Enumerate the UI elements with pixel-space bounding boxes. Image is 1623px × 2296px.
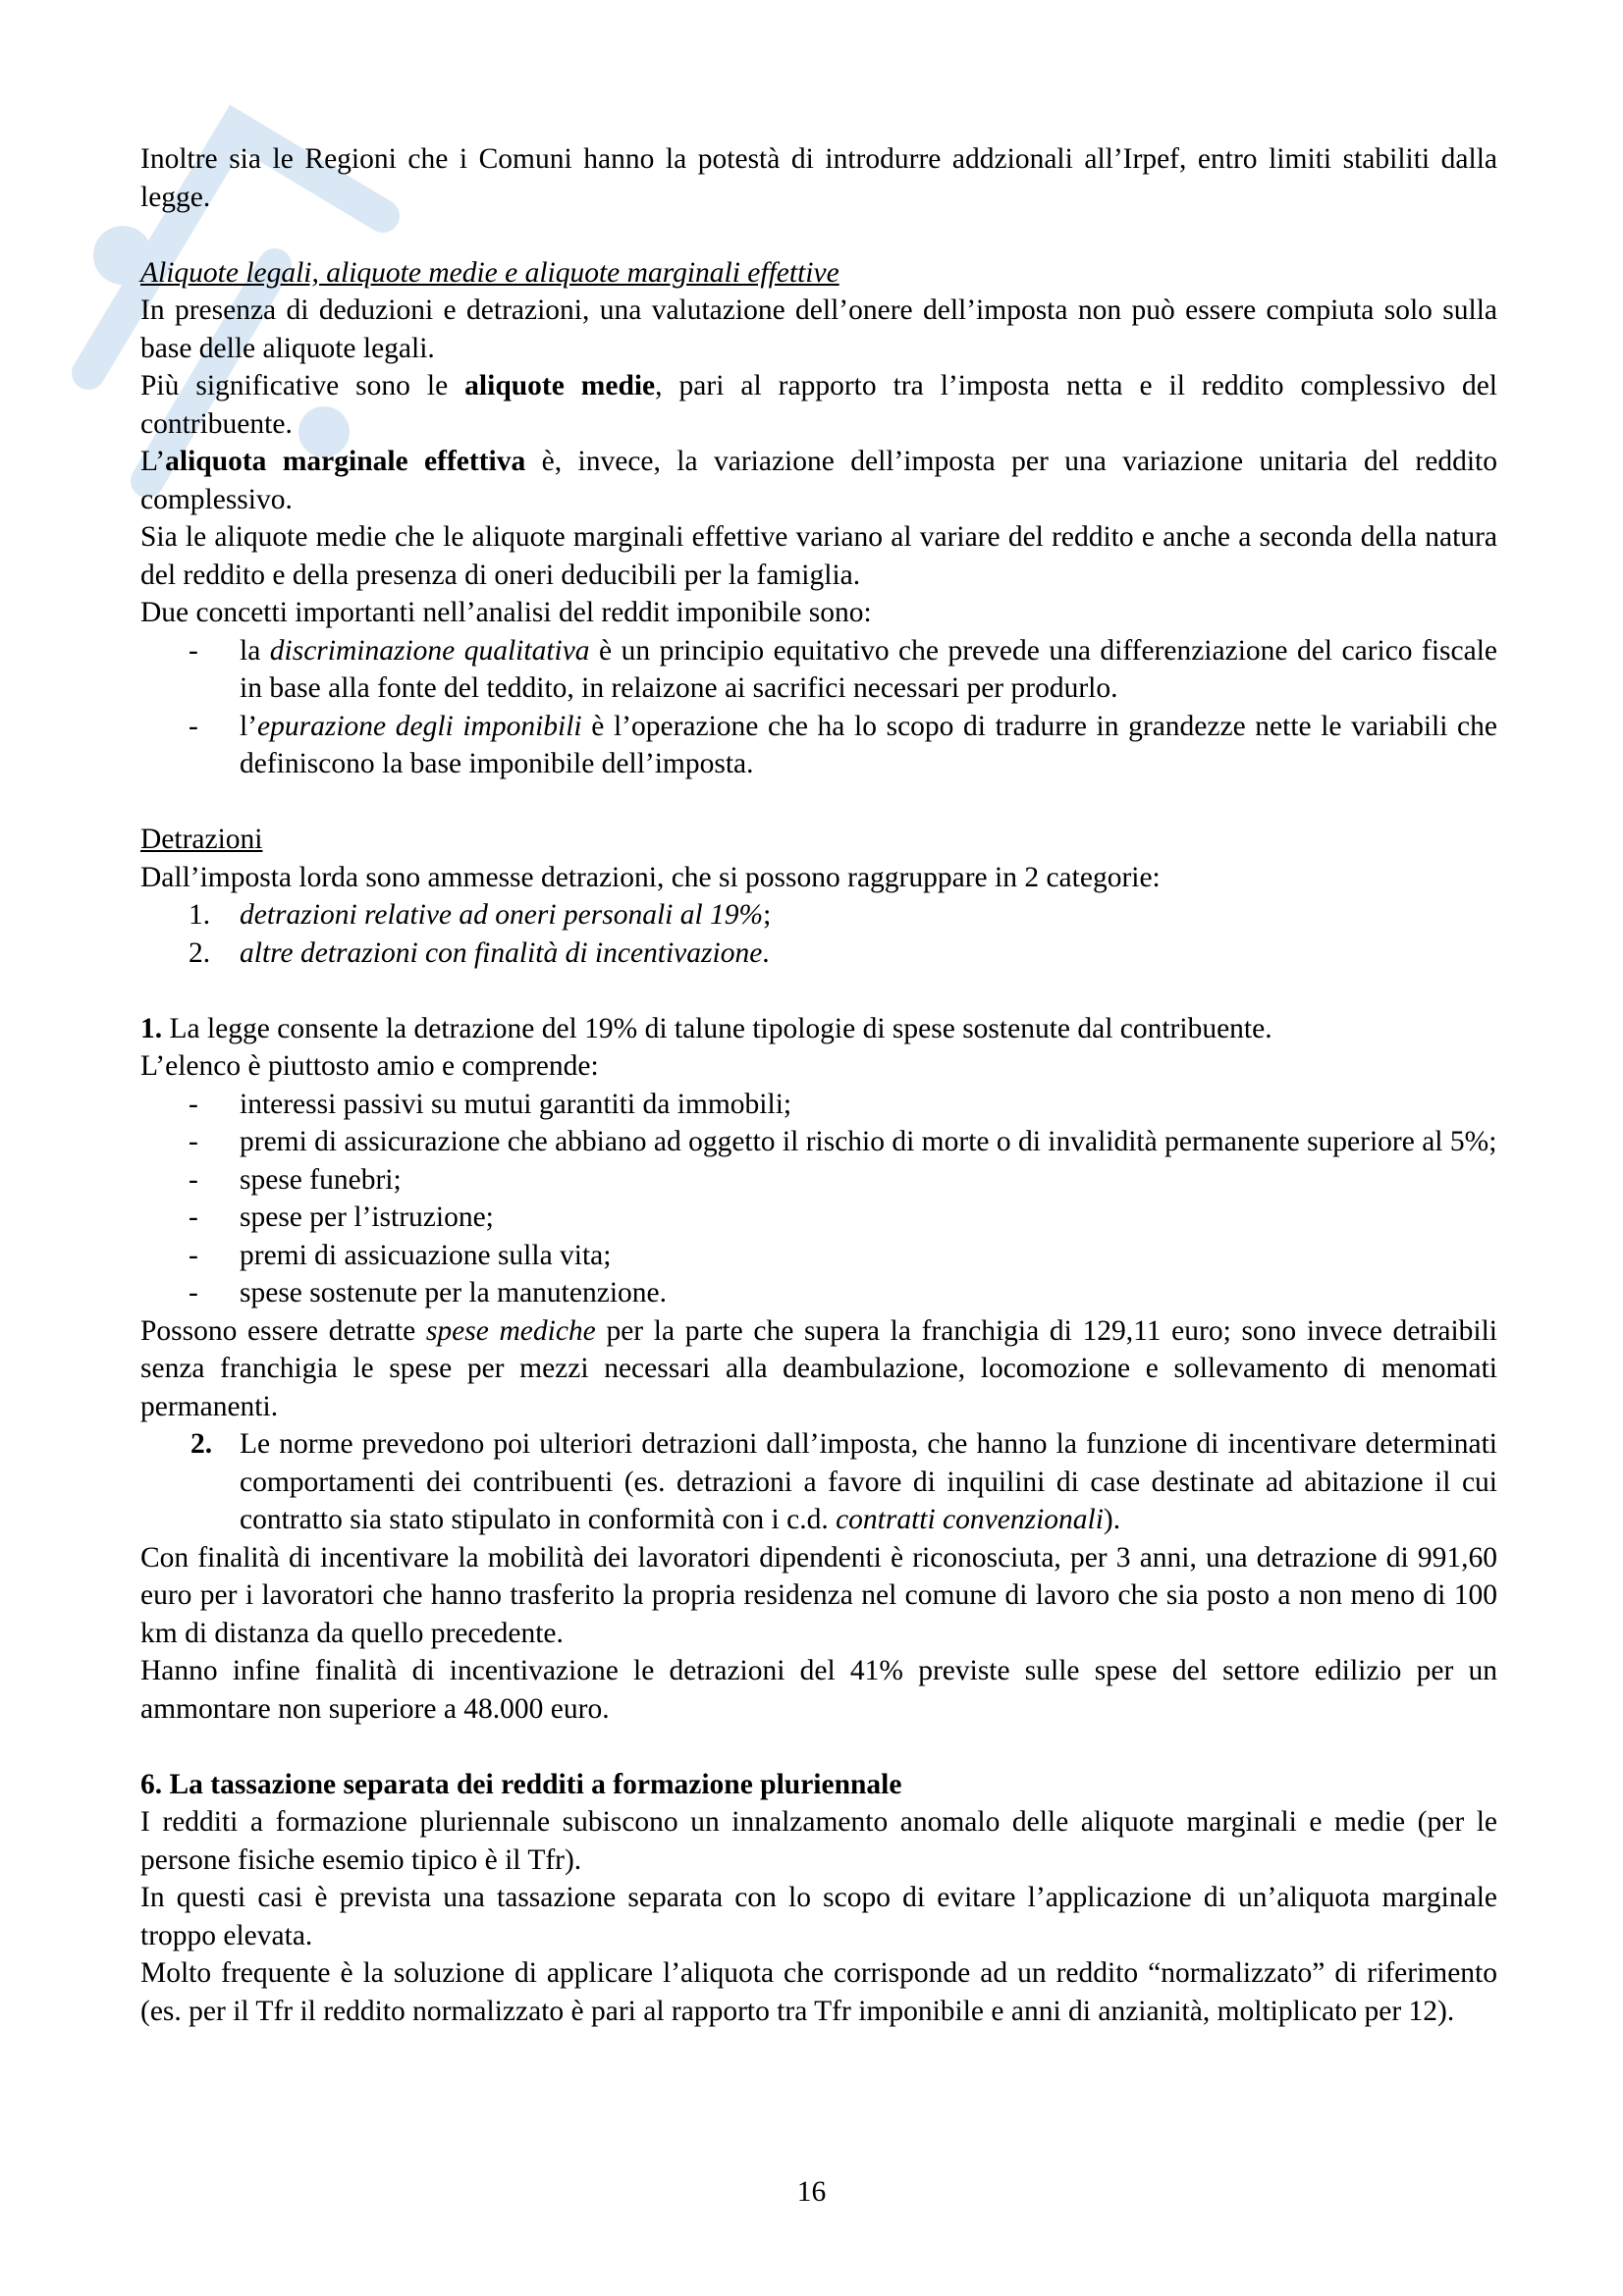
- detrazioni-paragraph-3: L’elenco è piuttosto amio e comprende:: [140, 1050, 599, 1082]
- detrazioni-paragraph-6: Hanno infine finalità di incentivazione le detrazioni del 41% previste sulle spese del settore edilizio per un ammontare non superiore a 48.000 euro.: [140, 1655, 1497, 1725]
- detrazioni-paragraph-1: Dall’imposta lorda sono ammesse detrazioni, che si possono raggruppare in 2 categorie:: [140, 861, 1161, 893]
- expenses-list: [140, 1086, 1497, 1312]
- list-item: 2. altre detrazioni con finalità di incentivazione.: [189, 936, 770, 969]
- section6-paragraph-3: Molto frequente è la soluzione di applicare l’aliquota che corrisponde ad un reddito “normalizzato” di riferimento (es. per il Tfr il reddito normalizzato è pari al rapporto tra Tfr imponibile e anni di anzianità, moltiplicato per 12).: [140, 1957, 1497, 2027]
- list-item: - spese per l’istruzione;: [189, 1201, 494, 1233]
- aliquote-paragraph-4: Sia le aliquote medie che le aliquote marginali effettive variano al variare del reddito e anche a seconda della natura del reddito e della presenza di oneri deducibili per la famiglia.: [140, 521, 1497, 591]
- detrazioni-item-2: 2. Le norme prevedono poi ulteriori detrazioni dall’imposta, che hanno la funzione di incentivare determinati comportamenti dei contribuenti (es. detrazioni a favore di inquilini di case destinate ad abitazione il cui contratto sia stato stipulato in conformità con i c.d. contratti convenzionali).: [190, 1428, 1497, 1535]
- aliquote-paragraph-2: Più significative sono le aliquote medie, pari al rapporto tra l’imposta netta e il reddito complessivo del contribuente.: [140, 370, 1497, 440]
- list-item: - spese sostenute per la manutenzione.: [189, 1277, 667, 1308]
- list-item: - premi di assicuazione sulla vita;: [189, 1239, 612, 1271]
- section6-paragraph-1: I redditi a formazione pluriennale subiscono un innalzamento anomalo delle aliquote marginali e medie (per le persone fisiche esemio tipico è il Tfr).: [140, 1806, 1497, 1876]
- aliquote-paragraph-1: In presenza di deduzioni e detrazioni, una valutazione dell’onere dell’imposta non può essere compiuta solo sulla base delle aliquote legali.: [140, 294, 1497, 364]
- list-item: - la discriminazione qualitativa è un principio equitativo che prevede una differenziazione del carico fiscale in base alla fonte del teddito, in relaizone ai sacrifici necessari per produrlo.: [189, 634, 1497, 704]
- section-heading-aliquote: Aliquote legali, aliquote medie e aliquote marginali effettive: [140, 256, 839, 289]
- categories-list: [140, 896, 1497, 972]
- list-item: - l’epurazione degli imponibili è l’operazione che ha lo scopo di tradurre in grandezze nette le variabili che definiscono la base imponibile dell’imposta.: [189, 710, 1497, 779]
- list-item: - interessi passivi su mutui garantiti da immobili;: [189, 1088, 792, 1120]
- aliquote-paragraph-3: L’aliquota marginale effettiva è, invece, la variazione dell’imposta per una variazione unitaria del reddito complessivo.: [140, 446, 1497, 515]
- detrazioni-paragraph-5: Con finalità di incentivare la mobilità dei lavoratori dipendenti è riconosciuta, per 3 anni, una detrazione di 991,60 euro per i lavoratori che hanno trasferito la propria residenza nel comune di lavoro che sia posto a non meno di 100 km di distanza da quello precedente.: [140, 1541, 1497, 1649]
- list-item: - premi di assicurazione che abbiano ad oggetto il rischio di morte o di invalidità permanente superiore al 5%;: [189, 1126, 1497, 1157]
- detrazioni-paragraph-2: 1. La legge consente la detrazione del 19% di talune tipologie di spese sostenute dal contribuente.: [140, 1012, 1272, 1044]
- list-item: - spese funebri;: [189, 1163, 402, 1196]
- detrazioni-paragraph-4: Possono essere detratte spese mediche per la parte che supera la franchigia di 129,11 euro; sono invece detraibili senza franchigia le spese per mezzi necessari alla deambulazione, locomozione e sollevamento di menomati permanenti.: [140, 1314, 1498, 1422]
- concepts-list: [140, 632, 1497, 783]
- intro-paragraph: Inoltre sia le Regioni che i Comuni hanno la potestà di introdurre addzionali all’Irpef, entro limiti stabiliti dalla legge.: [140, 143, 1497, 213]
- section6-paragraph-2: In questi casi è prevista una tassazione separata con lo scopo di evitare l’applicazione di un’aliquota marginale troppo elevata.: [140, 1882, 1497, 1951]
- section-heading-detrazioni: Detrazioni: [140, 824, 263, 855]
- term-aliquota-marginale: aliquota marginale effettiva: [165, 446, 526, 477]
- section-heading-6: 6. La tassazione separata dei redditi a formazione pluriennale: [140, 1768, 902, 1800]
- list-item: 1. detrazioni relative ad oneri personali al 19%;: [189, 899, 772, 931]
- term-aliquote-medie: aliquote medie: [464, 370, 656, 401]
- aliquote-paragraph-5: Due concetti importanti nell’analisi del reddit imponibile sono:: [140, 597, 872, 628]
- document-page: [140, 140, 1497, 2030]
- page-number: 16: [796, 2176, 827, 2208]
